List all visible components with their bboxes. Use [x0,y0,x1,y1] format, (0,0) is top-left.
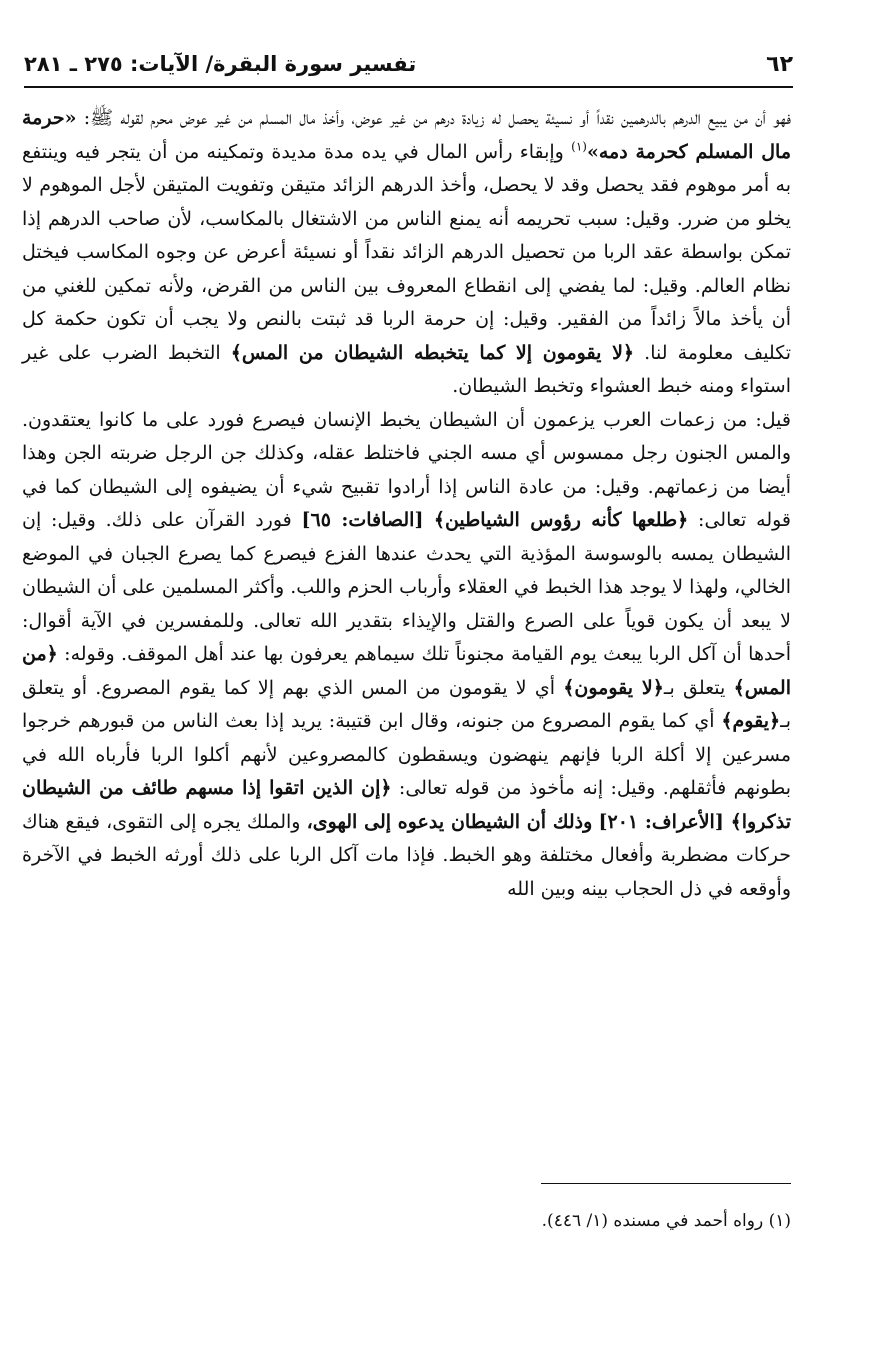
hadith-quote: «حرمة مال المسلم كحرمة دمه» [22,107,791,163]
page-number: ٦٢ [766,51,793,77]
running-header [24,42,793,88]
footnote-marker[interactable]: (١) [571,139,587,154]
bold-statement: وذلك أن الشيطان يدعوه إلى الهوى، [306,810,593,833]
footnote-divider [541,1183,791,1184]
header-title: تفسير سورة البقرة/ الآيات: ٢٧٥ ـ ٢٨١ [24,52,417,76]
quran-quote: ﴿إن الذين اتقوا إذا مسهم طائف من الشيطان تذكروا﴾ [22,777,791,833]
text-run: قيل: من زعمات العرب يزعمون أن الشيطان يخبط الإنسان فيصرع فورد على ما كانوا يعتقدون. والمس الجنون رجل ممسوس أي مسه الجني فاختلط عقله، وكذلك جن الرجل ضربته الجن وهذا أيضا من زعماتهم. وقيل: من عادة الناس إذا أرادوا تقبيح شيء أن يضيفوه إلى الشيطان كما في قوله تعالى: [22,408,792,531]
paragraph-1 [22,102,791,404]
text-run: فورد القرآن على ذلك. وقيل: إن الشيطان يمسه بالوسوسة المؤذية التي يحدث عندها الفزع فيصرع كما يصرع الجبان في الموضع الخالي، ولهذا لا يوجد هذا الخبط في العقلاء وأرباب الحزم واللب. وأكثر المسلمين على أن الشيطان لا يبعد أن يكون قوياً على الصرع والقتل والإيذاء بتقدير الله تعالى. وللمفسرين في الآية أقوال: أحدها أن آكل الربا يبعث يوم القيامة مجنوناً تلك سيماهم يعرفون بها عند أهل الموقف. وقوله: [22,509,791,665]
text-run: التخبط الضرب على غير استواء ومنه خبط العشواء وتخبط الشيطان. [22,341,791,397]
text-run: والملك يجره إلى التقوى، فيقع هناك حركات مضطربة وأفعال مختلفة وهو الخبط. فإذا مات آكل الربا على ذلك أورثه الخبط في الآخرة وأوقعه في ذل الحجاب بينه وبين الله [22,810,791,900]
verse-reference: [الصافات: ٦٥] [301,509,434,531]
text-run: أي لا يقومون من المس الذي بهم إلا كما يقوم المصروع. أو يتعلق بـ [22,676,791,732]
text-run: يتعلق بـ [663,676,734,699]
quran-quote: ﴿لا يقومون﴾ [563,676,664,699]
quran-quote: ﴿طلعها كأنه رؤوس الشياطين﴾ [433,509,689,531]
paragraph-2 [22,404,791,907]
quran-quote: ﴿يقوم﴾ [721,710,781,732]
verse-reference: [الأعراف: ٢٠١] [598,810,731,833]
quran-quote: ﴿من المس﴾ [22,643,791,699]
main-text [22,102,791,906]
text-run: أي كما يقوم المصروع من جنونه، وقال ابن قتيبة: يريد إذا بعث الناس من قبورهم خرجوا مسرعين إلا أكلة الربا فإنهم ينهضون ويسقطون كالمصروعين لأنهم أكلوا الربا فأرباه الله في بطونهم فأثقلهم. وقيل: إنه مأخوذ من قوله تعالى: [22,710,791,799]
quran-quote: ﴿لا يقومون إلا كما يتخبطه الشيطان من المس﴾ [230,341,635,364]
footnote: (١) رواه أحمد في مسنده (١/ ٤٤٦). [541,1211,791,1231]
text-run: فهو أن من يبيع الدرهم بالدرهمين نقداً أو نسيئة يحصل له زيادة درهم من غير عوض، وأخذ مال المسلم من غير عوض محرم لقوله ﷺ: [76,107,791,129]
text-run: وإبقاء رأس المال في يده مدة مديدة وتمكينه من أن يتجر فيه وينتفع به أمر موهوم فقد يحصل وقد لا يحصل، وأخذ الدرهم الزائد متيقن وتفويت المتيقن لأجل الموهوم لا يخلو من ضرر. وقيل: سبب تحريمه أنه يمنع الناس من الاشتغال بالمكاسب، لأن صاحب الدرهم إذا تمكن بواسطة عقد الربا من تحصيل الدرهم الزائد نقداً أو نسيئة أعرض عن وجوه المكاسب فيختل نظام العالم. وقيل: لما يفضي إلى انقطاع المعروف بين الناس من القرض، ولأنه تمكين للغني من أن يأخذ مالاً زائداً من الفقير. وقيل: إن حرمة الربا قد ثبتت بالنص ولا يجب أن تكون حكمة كل تكليف معلومة لنا. [22,140,791,364]
